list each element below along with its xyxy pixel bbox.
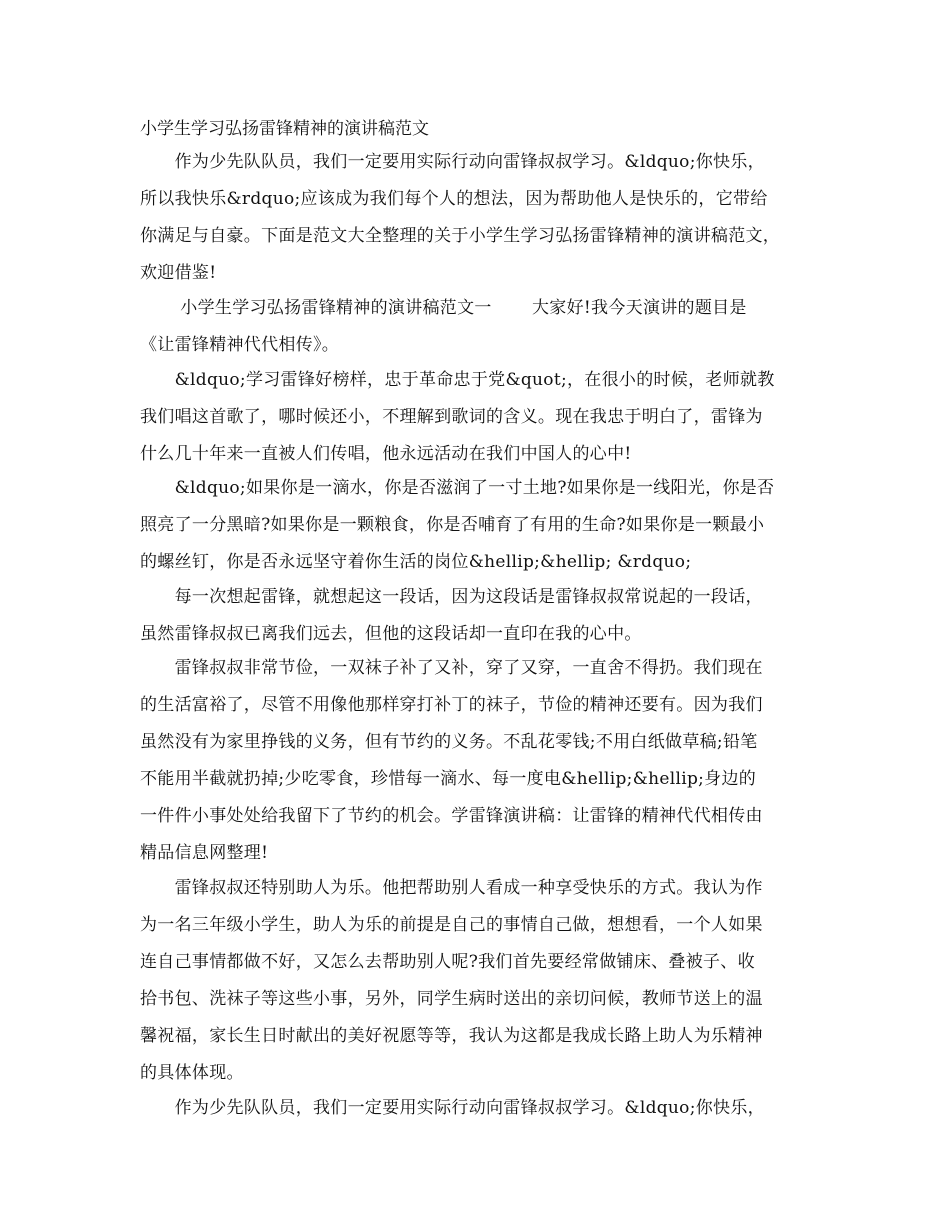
text-line: 不能用半截就扔掉;少吃零食，珍惜每一滴水、每一度电&hellip;&hellip;身边的: [140, 769, 757, 789]
text-line: 拾书包、洗袜子等这些小事，另外，同学生病时送出的亲切问候，教师节送上的温: [140, 989, 763, 1009]
text-line: 的螺丝钉，你是否永远坚守着你生活的岗位&hellip;&hellip; &rdquo;: [140, 552, 692, 572]
text-line: 雷锋叔叔非常节俭，一双袜子补了又补，穿了又穿，一直舍不得扔。我们现在: [140, 658, 763, 678]
text-line: 作为少先队队员，我们一定要用实际行动向雷锋叔叔学习。&ldquo;你快乐，: [140, 152, 765, 172]
document-title: 小学生学习弘扬雷锋精神的演讲稿范文: [140, 119, 429, 139]
text-line: 虽然雷锋叔叔已离我们远去，但他的这段话却一直印在我的心中。: [140, 624, 642, 644]
text-line: 连自己事情都做不好，又怎么去帮助别人呢?我们首先要经常做铺床、叠被子、收: [140, 952, 755, 972]
text-line: 一件件小事处处给我留下了节约的机会。学雷锋演讲稿：让雷锋的精神代代相传由: [140, 806, 763, 826]
text-line: 的具体体现。: [140, 1063, 244, 1083]
text-line: 小学生学习弘扬雷锋精神的演讲稿范文一 大家好!我今天演讲的题目是: [140, 298, 747, 318]
text-line: 雷锋叔叔还特别助人为乐。他把帮助别人看成一种享受快乐的方式。我认为作: [140, 878, 763, 898]
text-line: 馨祝福，家长生日时献出的美好祝愿等等，我认为这都是我成长路上助人为乐精神: [140, 1026, 763, 1046]
text-line: 什么几十年来一直被人们传唱，他永远活动在我们中国人的心中!: [140, 444, 632, 464]
text-line: 的生活富裕了，尽管不用像他那样穿打补丁的袜子，节俭的精神还要有。因为我们: [140, 695, 763, 715]
text-line: 作为少先队队员，我们一定要用实际行动向雷锋叔叔学习。&ldquo;你快乐，: [140, 1098, 765, 1118]
text-line: 精品信息网整理!: [140, 843, 269, 863]
text-line: &ldquo;如果你是一滴水，你是否滋润了一寸土地?如果你是一线阳光，你是否: [140, 478, 775, 498]
text-line: 为一名三年级小学生，助人为乐的前提是自己的事情自己做，想想看，一个人如果: [140, 915, 763, 935]
text-line: 每一次想起雷锋，就想起这一段话，因为这段话是雷锋叔叔常说起的一段话，: [140, 587, 763, 607]
text-line: 《让雷锋精神代代相传》。: [140, 335, 340, 355]
text-line: 所以我快乐&rdquo;应该成为我们每个人的想法，因为帮助他人是快乐的，它带给: [140, 189, 768, 209]
text-line: 欢迎借鉴!: [140, 263, 217, 283]
text-line: 我们唱这首歌了，哪时候还小，不理解到歌词的含义。现在我忠于明白了，雷锋为: [140, 407, 763, 427]
text-line: 你满足与自豪。下面是范文大全整理的关于小学生学习弘扬雷锋精神的演讲稿范文，: [140, 226, 781, 246]
text-line: &ldquo;学习雷锋好榜样，忠于革命忠于党&quot;，在很小的时候，老师就教: [140, 370, 775, 390]
text-line: 照亮了一分黑暗?如果你是一颗粮食，你是否哺育了有用的生命?如果你是一颗最小: [140, 515, 765, 535]
text-line: 虽然没有为家里挣钱的义务，但有节约的义务。不乱花零钱;不用白纸做草稿;铅笔: [140, 732, 758, 752]
